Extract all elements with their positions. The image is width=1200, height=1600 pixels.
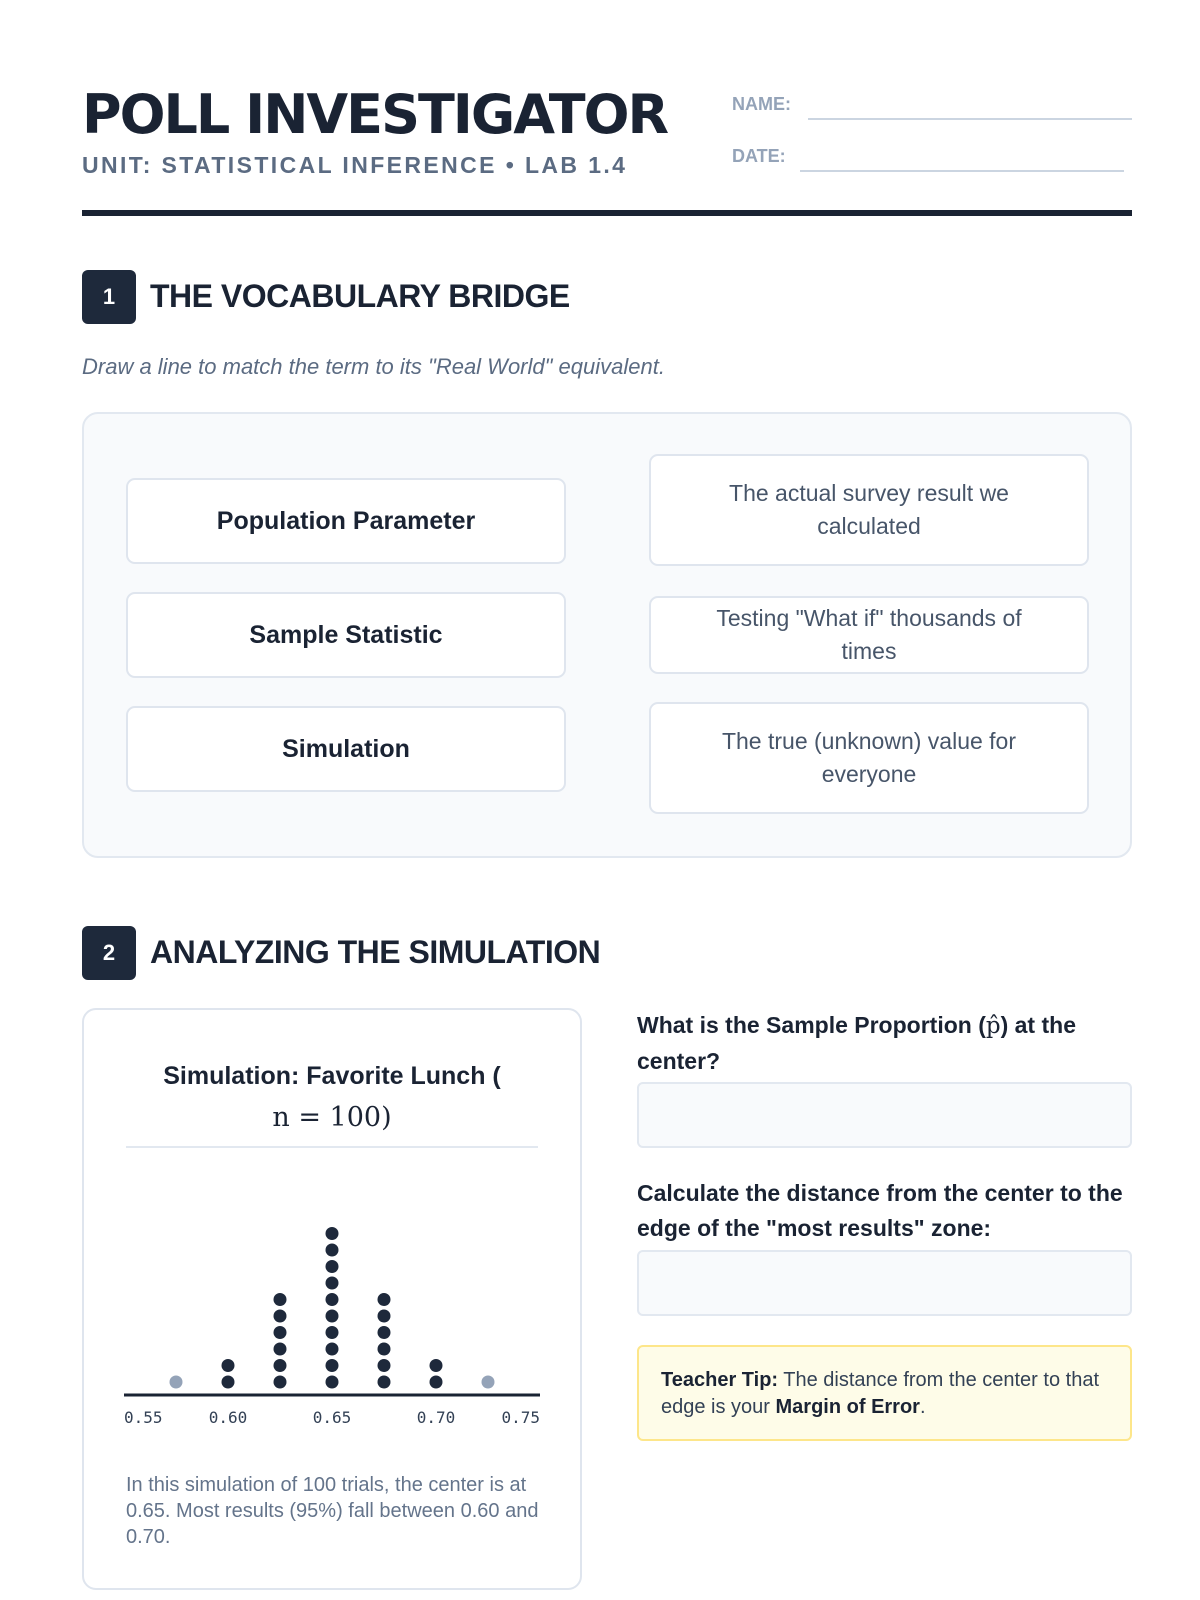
answer-box-center-proportion[interactable]: [637, 1082, 1132, 1148]
section-2-badge: 2: [82, 926, 136, 980]
x-tick-label: 0.60: [208, 1408, 248, 1425]
definition-what-if[interactable]: Testing "What if" thousands of times: [649, 596, 1089, 674]
dot-point: [274, 1293, 287, 1306]
dot-point: [274, 1359, 287, 1372]
teacher-tip: [637, 1345, 1132, 1441]
dot-point: [326, 1310, 339, 1323]
x-tick-label: 0.65: [312, 1408, 352, 1425]
section-1-instructions: Draw a line to match the term to its "Real World" equivalent.: [82, 354, 665, 379]
dot-point: [326, 1227, 339, 1240]
section-1-badge: 1: [82, 270, 136, 324]
name-line[interactable]: [808, 118, 1132, 120]
name-label: NAME:: [732, 94, 791, 114]
dot-point: [222, 1376, 235, 1389]
section-2-title: ANALYZING THE SIMULATION: [150, 934, 601, 970]
section-2-header: [82, 926, 1132, 980]
teacher-tip-text: The distance from the center to that edge is your: [661, 1369, 1099, 1418]
dot-point: [274, 1343, 287, 1356]
x-tick-label: 0.70: [416, 1408, 456, 1425]
dot-point: [222, 1359, 235, 1372]
term-sample-statistic[interactable]: Sample Statistic: [126, 592, 566, 678]
dot-point: [326, 1359, 339, 1372]
dot-point: [430, 1359, 443, 1372]
question-1-text-start: What is the Sample Proportion (: [637, 1012, 986, 1038]
date-field[interactable]: [732, 136, 1132, 172]
dot-point: [326, 1260, 339, 1273]
dot-point: [326, 1244, 339, 1257]
term-population-parameter[interactable]: Population Parameter: [126, 478, 566, 564]
dot-point: [482, 1376, 495, 1389]
worksheet-page: [82, 0, 1132, 1600]
definition-survey-result[interactable]: The actual survey result we calculated: [649, 454, 1089, 566]
dot-point: [326, 1326, 339, 1339]
vocabulary-panel: [82, 412, 1132, 858]
date-line[interactable]: [800, 170, 1124, 172]
dot-point: [326, 1376, 339, 1389]
dot-point: [378, 1343, 391, 1356]
worksheet-header: [82, 78, 1132, 216]
chart-title-math: n = 100): [272, 1102, 392, 1133]
teacher-tip-end: .: [919, 1396, 926, 1418]
section-1-header: [82, 270, 1132, 324]
dot-point: [326, 1343, 339, 1356]
dot-point: [170, 1376, 183, 1389]
term-simulation[interactable]: Simulation: [126, 706, 566, 792]
dot-point: [378, 1310, 391, 1323]
teacher-tip-label: Teacher Tip:: [661, 1369, 779, 1391]
chart-title-separator: [126, 1146, 538, 1148]
x-tick-label: 0.55: [124, 1408, 163, 1425]
teacher-tip-bold: Margin of Error: [775, 1396, 920, 1418]
header-divider: [82, 210, 1132, 216]
simulation-note: In this simulation of 100 trials, the center is at 0.65. Most results (95%) fall between 0.60 and 0.70.: [126, 1474, 539, 1548]
dot-point: [274, 1326, 287, 1339]
dot-point: [274, 1376, 287, 1389]
page-subtitle: UNIT: STATISTICAL INFERENCE • LAB 1.4: [82, 152, 628, 178]
dot-point: [326, 1293, 339, 1306]
question-1-text-end: ) at the center?: [637, 1012, 1076, 1074]
dot-point: [326, 1277, 339, 1290]
dot-point: [274, 1310, 287, 1323]
dot-point: [430, 1376, 443, 1389]
chart-title-text: Simulation: Favorite Lunch (: [163, 1062, 501, 1090]
section-1-title: THE VOCABULARY BRIDGE: [150, 278, 570, 314]
p-hat-symbol: p̂: [985, 1013, 1001, 1039]
date-label: DATE:: [732, 146, 786, 166]
question-center-proportion: [637, 1008, 1132, 1078]
dot-point: [378, 1359, 391, 1372]
dot-plot: [124, 1225, 540, 1425]
dot-point: [378, 1326, 391, 1339]
dot-point: [378, 1293, 391, 1306]
page-title: POLL INVESTIGATOR: [82, 83, 668, 146]
question-margin-distance: Calculate the distance from the center to the edge of the "most results" zone:: [637, 1180, 1123, 1241]
answer-box-margin-distance[interactable]: [637, 1250, 1132, 1316]
name-field[interactable]: [732, 84, 1132, 120]
chart-title: [84, 1056, 580, 1139]
dot-point: [378, 1376, 391, 1389]
definition-true-value[interactable]: The true (unknown) value for everyone: [649, 702, 1089, 814]
x-tick-label: 0.75: [501, 1408, 540, 1425]
